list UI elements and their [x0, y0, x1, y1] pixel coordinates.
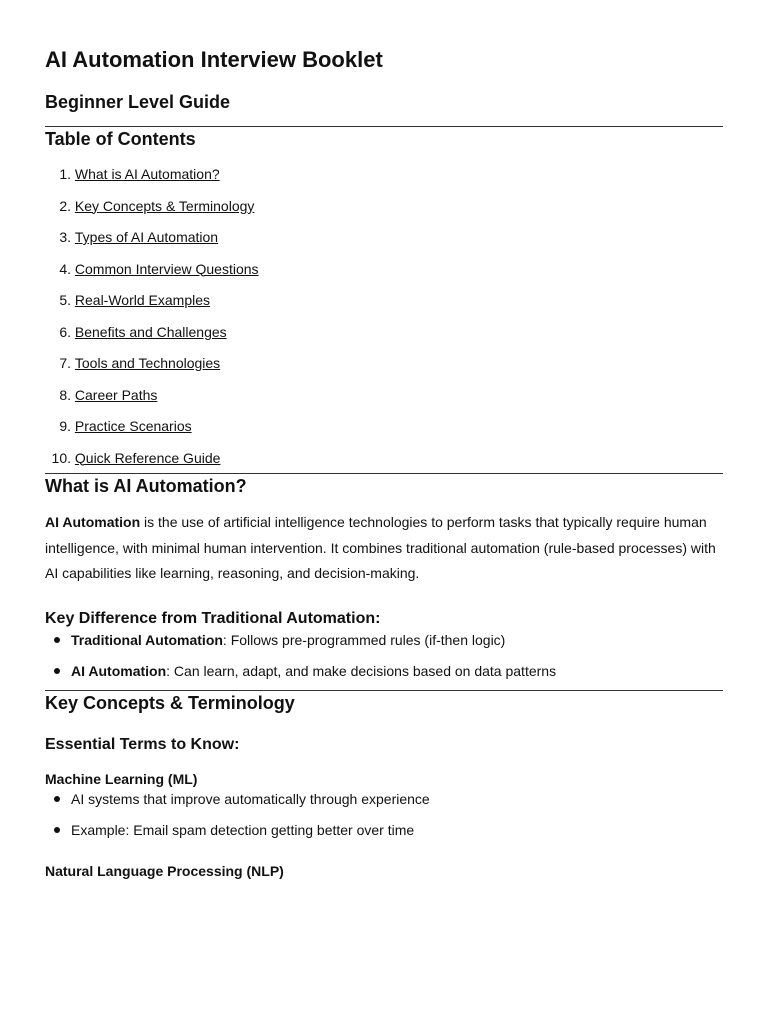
- toc-link-types[interactable]: Types of AI Automation: [74, 229, 219, 245]
- toc-item: [45, 290, 723, 322]
- bold-term: AI Automation: [71, 663, 167, 679]
- key-difference-heading: Key Difference from Traditional Automation:: [45, 609, 381, 627]
- toc-link-real-world-examples[interactable]: Real-World Examples: [74, 292, 211, 308]
- toc-item: [45, 196, 723, 228]
- toc-item: [45, 353, 723, 385]
- toc-item-number: 1.: [59, 166, 71, 182]
- toc-item-number: 7.: [59, 355, 71, 371]
- toc-item-number: 4.: [59, 260, 71, 277]
- document-page: [45, 0, 723, 881]
- toc-item: [45, 416, 723, 448]
- toc-link-what-is-ai-automation[interactable]: What is AI Automation?: [74, 166, 220, 182]
- toc-item-number: 6.: [59, 323, 71, 340]
- toc-item-number: 10.: [51, 449, 71, 466]
- list-item: [45, 661, 723, 693]
- list-item-text: : Follows pre-programmed rules (if-then logic): [222, 631, 506, 648]
- toc-item-number: 8.: [59, 386, 71, 403]
- list-item: [45, 820, 723, 852]
- toc-item-number: 9.: [59, 418, 71, 434]
- toc-item: [45, 385, 723, 417]
- bold-term: Traditional Automation: [71, 631, 223, 648]
- toc-link-career-paths[interactable]: Career Paths: [74, 386, 158, 403]
- section-heading-what-is: What is AI Automation?: [45, 476, 247, 496]
- toc-link-quick-reference[interactable]: Quick Reference Guide: [74, 449, 221, 466]
- toc-item: [45, 164, 723, 196]
- toc-item: [45, 227, 723, 259]
- toc-link-interview-questions[interactable]: Common Interview Questions: [74, 260, 259, 277]
- toc-link-tools[interactable]: Tools and Technologies: [74, 355, 221, 371]
- section-heading-key-concepts: Key Concepts & Terminology: [45, 692, 295, 713]
- list-item-text: : Can learn, adapt, and make decisions based on data patterns: [166, 663, 557, 679]
- what-is-paragraph: [45, 510, 723, 587]
- paragraph-text: is the use of artificial intelligence technologies to perform tasks that typically require human intelligence, with minimal human intervention. It combines traditional automation (rule-based processes) with AI capabilities like learning, reasoning, and decision-making.: [45, 514, 716, 581]
- bullet-icon: [54, 796, 60, 802]
- toc-link-practice-scenarios[interactable]: Practice Scenarios: [74, 418, 192, 434]
- bullet-icon: [54, 827, 60, 833]
- toc-item-number: 3.: [59, 229, 71, 245]
- list-item: [45, 789, 723, 821]
- list-item: [45, 630, 723, 662]
- ml-list: [45, 789, 723, 852]
- document-subtitle: Beginner Level Guide: [45, 92, 231, 112]
- bullet-icon: [54, 637, 60, 643]
- list-item-text: AI systems that improve automatically through experience: [71, 790, 430, 807]
- toc-heading: Table of Contents: [45, 129, 196, 149]
- toc-link-key-concepts[interactable]: Key Concepts & Terminology: [74, 197, 255, 214]
- toc-item: [45, 322, 723, 354]
- table-of-contents: [45, 164, 723, 479]
- bullet-icon: [54, 668, 60, 674]
- difference-list: [45, 630, 723, 693]
- term-heading-ml: Machine Learning (ML): [45, 770, 198, 787]
- toc-item-number: 2.: [59, 197, 71, 214]
- toc-item: [45, 259, 723, 291]
- document-title: AI Automation Interview Booklet: [45, 47, 383, 72]
- essential-terms-heading: Essential Terms to Know:: [45, 735, 240, 753]
- bold-term: AI Automation: [45, 514, 141, 530]
- term-heading-nlp: Natural Language Processing (NLP): [45, 862, 284, 879]
- toc-item-number: 5.: [59, 292, 71, 308]
- list-item-text: Example: Email spam detection getting better over time: [71, 822, 415, 838]
- toc-link-benefits-challenges[interactable]: Benefits and Challenges: [74, 323, 227, 340]
